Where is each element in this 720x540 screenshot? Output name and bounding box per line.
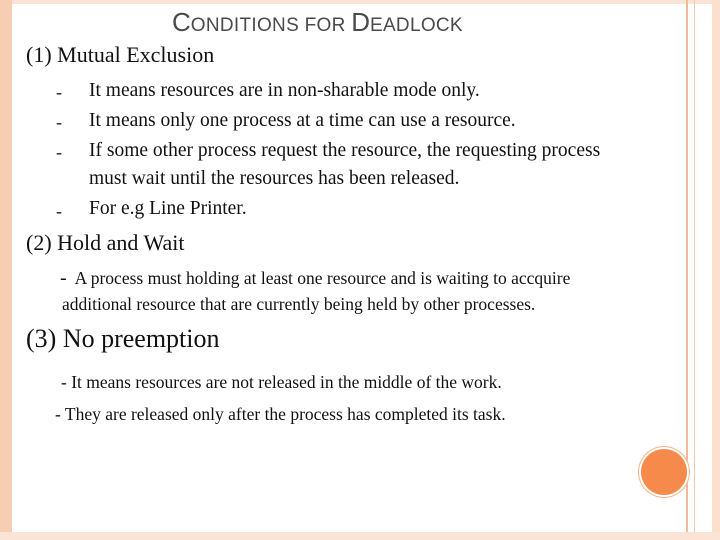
frame-right-line <box>686 0 688 540</box>
hold-wait-line-1 <box>60 265 570 291</box>
title-initial-2: D <box>351 7 370 37</box>
decorative-circle <box>641 449 687 495</box>
bullet-text: If some other process request the resource, the requesting process <box>89 140 601 161</box>
bullet-dash: - <box>56 142 62 162</box>
bullet-dash: - <box>56 112 62 132</box>
bullet-text-continuation: must wait until the resources has been released. <box>89 168 460 189</box>
no-preemption-line-2: - They are released only after the process has completed its task. <box>55 404 506 424</box>
no-preemption-line-1: - It means resources are not released in the middle of the work. <box>61 372 502 392</box>
bullet-text: For e.g Line Printer. <box>89 198 247 219</box>
bullet-dash: - <box>56 82 62 102</box>
frame-left-border <box>0 0 12 540</box>
bullet-text: It means resources are in non-sharable mode only. <box>89 80 480 101</box>
hold-wait-line-2: additional resource that are currently being held by other processes. <box>62 294 536 314</box>
frame-right-border <box>712 0 720 540</box>
title-initial-1: C <box>172 7 191 37</box>
title-word-2: EADLOCK <box>369 15 463 36</box>
title-word-1: ONDITIONS FOR <box>190 15 352 36</box>
slide-title <box>172 8 592 41</box>
bullet-dash: - <box>56 201 62 221</box>
bullet-dash: - <box>60 267 67 289</box>
section-heading-no-preemption: (3) No preemption <box>26 324 220 353</box>
section-heading-mutual-exclusion: (1) Mutual Exclusion <box>26 42 215 67</box>
section-heading-hold-and-wait: (2) Hold and Wait <box>26 230 185 255</box>
frame-right-thin-line <box>694 0 695 540</box>
frame-bottom-border <box>0 532 720 540</box>
frame-top-border <box>0 0 720 4</box>
hold-wait-text-1: A process must holding at least one resource and is waiting to accquire <box>74 268 571 288</box>
bullet-text: It means only one process at a time can use a resource. <box>89 110 516 131</box>
